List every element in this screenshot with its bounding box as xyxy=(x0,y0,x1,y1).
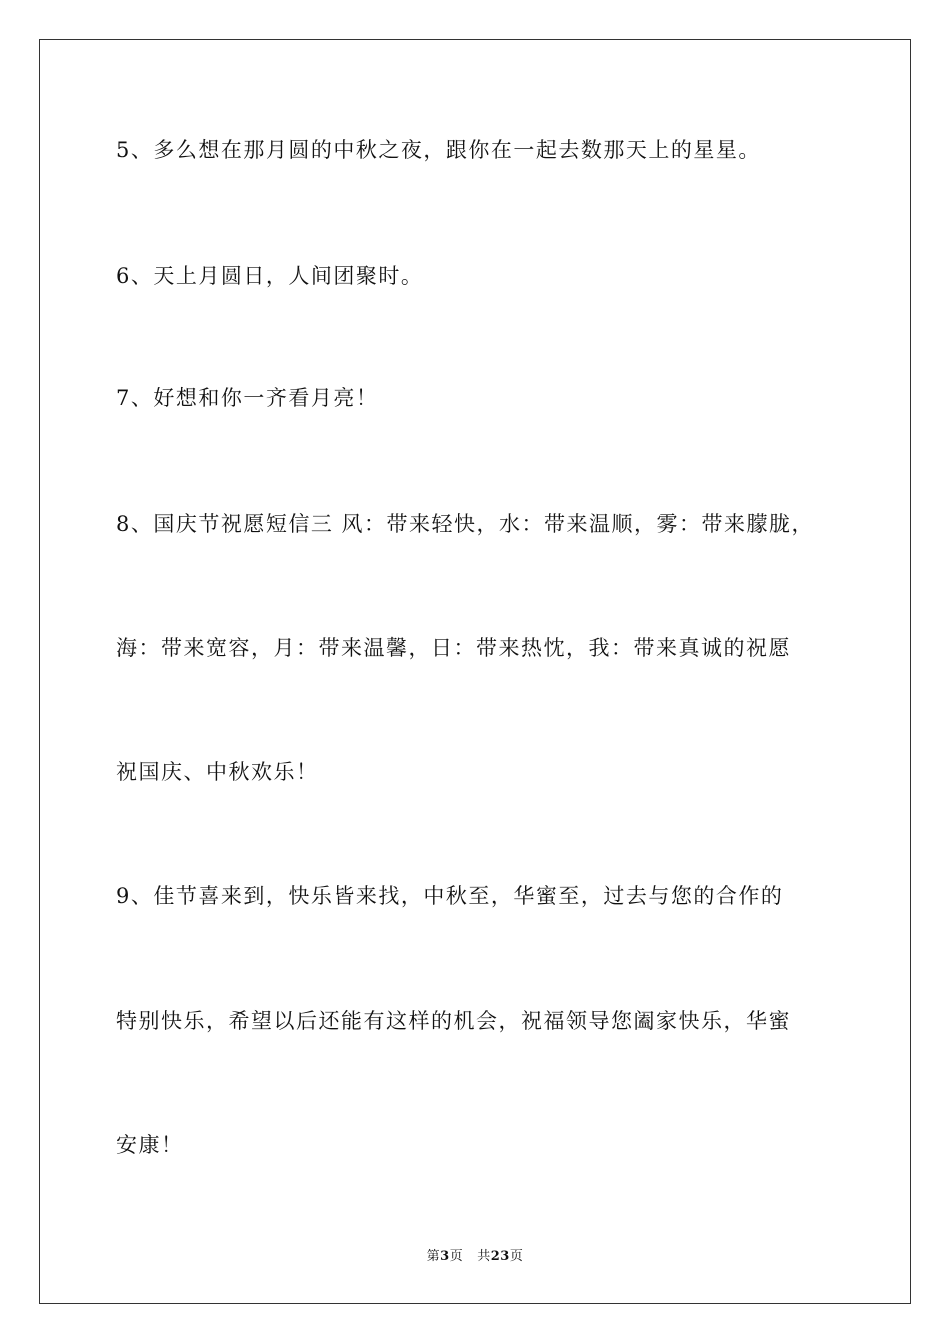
paragraph-line-2: 6、天上月圆日，人间团聚时。 xyxy=(116,264,424,288)
paragraph-line-5: 海：带来宽容，月：带来温馨，日：带来热忱，我：带来真诚的祝愿 xyxy=(116,636,791,660)
paragraph-line-8: 特别快乐，希望以后还能有这样的机会，祝福领导您阖家快乐，华蜜 xyxy=(116,1009,791,1033)
footer-total-pages: 23 xyxy=(490,1249,510,1264)
paragraph-line-9: 安康！ xyxy=(116,1133,184,1157)
page-footer xyxy=(0,1250,950,1263)
footer-total-prefix: 共 xyxy=(477,1249,491,1264)
paragraph-line-4: 8、国庆节祝愿短信三 风：带来轻快，水：带来温顺，雾：带来朦胧， xyxy=(116,512,815,536)
paragraph-line-1: 5、多么想在那月圆的中秋之夜，跟你在一起去数那天上的星星。 xyxy=(116,138,761,162)
footer-total-suffix: 页 xyxy=(509,1249,524,1264)
footer-page-prefix: 第 xyxy=(426,1249,441,1264)
footer-page-suffix: 页 xyxy=(449,1249,464,1264)
paragraph-line-7: 9、佳节喜来到，快乐皆来找，中秋至，华蜜至，过去与您的合作的 xyxy=(116,884,784,908)
page-border xyxy=(39,39,911,1304)
paragraph-line-6: 祝国庆、中秋欢乐！ xyxy=(116,760,319,784)
paragraph-line-3: 7、好想和你一齐看月亮！ xyxy=(116,386,379,410)
footer-page-number: 3 xyxy=(440,1249,450,1264)
